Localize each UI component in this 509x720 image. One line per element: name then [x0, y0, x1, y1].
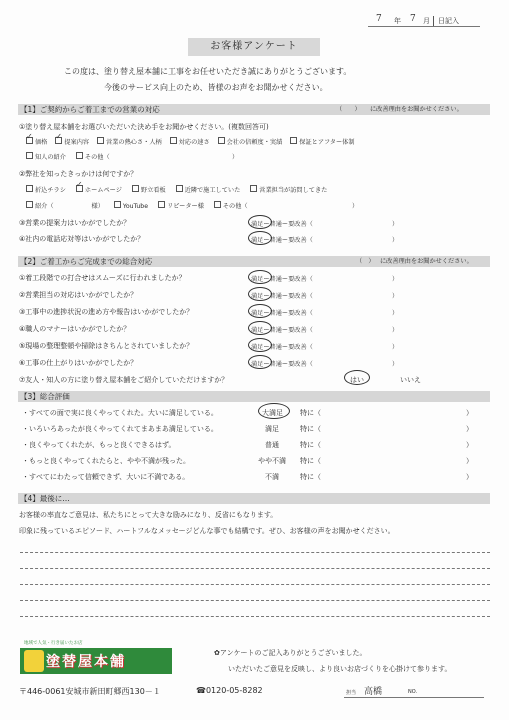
s3-row-5-text: ・すべてにわたって信頼できず、大いに不満である。	[22, 473, 190, 481]
checkbox-icon	[132, 185, 139, 192]
opt-referral[interactable]: 知人の紹介	[26, 154, 66, 161]
s3-row-1-rating[interactable]: 大満足	[262, 409, 283, 417]
answer-yes[interactable]: はい	[350, 376, 364, 384]
s3-row-5-rating[interactable]: 不満	[265, 473, 279, 481]
s2-q5-close: ）	[392, 344, 399, 351]
checkbox-icon	[26, 185, 33, 192]
s3-row-4-close: ）	[466, 457, 473, 465]
opt-other-2[interactable]: その他（	[214, 203, 248, 210]
answer-circle-mark	[248, 355, 272, 369]
date-suffix: 日記入	[433, 16, 459, 26]
checkbox-icon	[114, 201, 121, 208]
s2-q6-scale[interactable]: 満足ー普通ー要改善（	[251, 361, 313, 368]
opt-other[interactable]: その他（	[76, 154, 110, 161]
section-3-header	[18, 391, 490, 402]
opt-nearby[interactable]: 近隣で施工していた	[176, 187, 241, 194]
comment-line[interactable]	[20, 568, 490, 569]
s1-q4: ④社内の電話応対等はいかがでしたか？	[19, 235, 145, 243]
date-month-value: 7	[410, 14, 416, 24]
s4-line-1: お客様の率直なご意見は、私たちにとって大きな励みになり、反省にもなります。	[19, 511, 278, 519]
answer-circle-mark	[248, 215, 272, 229]
opt-homepage[interactable]: ✓ ホームページ	[76, 187, 122, 194]
checkbox-icon	[26, 137, 33, 144]
s2-q2-close: ）	[392, 293, 399, 300]
s2-q1-scale[interactable]: 満足ー普通ー要改善（	[251, 276, 313, 283]
section-1-paren: （ ）	[336, 106, 361, 113]
answer-circle-mark	[258, 403, 290, 419]
answer-circle-mark	[248, 321, 272, 335]
s2-q3-close: ）	[392, 310, 399, 317]
thanks-line-1: ✿アンケートのご記入ありがとうございました。	[214, 649, 367, 657]
date-year-mark: 7	[376, 14, 382, 24]
answer-no[interactable]: いいえ	[400, 376, 421, 384]
answer-circle-mark	[248, 338, 272, 352]
checkbox-icon	[290, 137, 297, 144]
no-label: NO.	[408, 689, 418, 695]
checkbox-icon	[170, 137, 177, 144]
checkbox-icon	[26, 152, 33, 159]
checkbox-icon	[176, 185, 183, 192]
section-4-header	[18, 493, 490, 504]
s3-row-4-text: ・もっと良くやってくれたらと、やや不満が残った。	[22, 457, 190, 465]
opt-proposal[interactable]: ✓ 提案内容	[55, 139, 89, 146]
opt-trust[interactable]: 会社の信頼度・実績	[218, 139, 283, 146]
intro-line-2: 今後のサービス向上のため、皆様のお声をお聞かせください。	[104, 83, 328, 92]
s2-q4: ④職人のマナーはいかがでしたか？	[19, 325, 131, 333]
section-1-reason: に改善理由をお聞かせください。	[370, 106, 463, 113]
opt-speed[interactable]: 対応の速さ	[170, 139, 210, 146]
opt-repeater[interactable]: リピーター様	[158, 203, 204, 210]
s2-q6: ⑥工事の仕上がりはいかがでしたか？	[19, 359, 138, 367]
s1-q1: ①塗り替え屋本舗をお選びいただいた決め手をお聞かせください。(複数回答可)	[19, 123, 269, 131]
section-2-paren: （ ）	[356, 258, 375, 265]
s2-q4-close: ）	[392, 327, 399, 334]
opt-introduce-close: 様）	[91, 203, 104, 210]
opt-flyer[interactable]: 折込チラシ	[26, 187, 66, 194]
s1-q1-options-row1	[26, 137, 355, 146]
comment-line[interactable]	[20, 616, 490, 617]
checkbox-icon	[158, 201, 165, 208]
s3-row-5-close: ）	[466, 473, 473, 481]
logo-tagline: 地域で人気・行き届いたお店	[24, 641, 83, 646]
answer-circle-mark	[248, 231, 272, 245]
answer-circle-mark	[248, 270, 272, 284]
checkbox-icon	[26, 201, 33, 208]
s1-q2-options-row2	[26, 201, 248, 210]
s3-row-2-tokuni: 特に（	[300, 425, 321, 433]
s2-q6-close: ）	[392, 361, 399, 368]
s3-row-3-close: ）	[466, 441, 473, 449]
s1-q4-close: ）	[392, 237, 399, 244]
checkbox-icon	[97, 137, 104, 144]
s2-q1-close: ）	[392, 276, 399, 283]
opt-warranty[interactable]: 保証とアフター体制	[290, 139, 354, 146]
s2-q5-scale[interactable]: 満足ー普通ー要改善（	[251, 344, 313, 351]
s3-row-3-text: ・良くやってくれたが、もっと良くできるはず。	[22, 441, 176, 449]
thanks-line-2: いただいたご意見を反映し、より良いお店づくりを心掛けて参ります。	[228, 665, 452, 673]
company-phone: ☎0120-05-8282	[196, 686, 263, 695]
s1-q2: ②弊社を知ったきっかけは何ですか？	[19, 170, 138, 178]
section-2-header	[18, 256, 490, 267]
opt-sales-passion[interactable]: 営業の熱心さ・人柄	[97, 139, 162, 146]
section-2-title: 【2】ご着工からご完成までの総合対応	[20, 257, 153, 266]
page-title: お客様アンケート	[188, 38, 320, 56]
comment-line[interactable]	[20, 552, 490, 553]
opt-introduce[interactable]: 紹介（	[26, 203, 54, 210]
opt-price[interactable]: ✓価格	[26, 139, 47, 146]
date-year-label: 年	[394, 17, 401, 25]
s3-row-4-rating[interactable]: やや不満	[258, 457, 286, 465]
logo-text: 塗替屋本舗	[46, 654, 126, 670]
section-1-title: 【1】ご契約からご着工までの営業の対応	[20, 105, 160, 114]
mascot-icon	[24, 650, 44, 672]
checkbox-icon	[250, 185, 257, 192]
section-3-title: 【3】総合評価	[20, 392, 70, 401]
checkbox-icon	[76, 152, 83, 159]
opt-visit[interactable]: 営業担当が訪問してきた	[250, 187, 327, 194]
s1-q3: ③営業の提案力はいかがでしたか？	[19, 219, 131, 227]
tanto-name: 高橋	[364, 687, 383, 697]
tanto-label: 担当	[346, 690, 357, 696]
company-address: 〒446-0061安城市新田町郷西130－１	[19, 687, 161, 696]
s3-row-5-tokuni: 特に（	[300, 473, 321, 481]
s2-q7: ⑦友人・知人の方に塗り替え屋本舗をご紹介していただけますか？	[19, 376, 229, 384]
comment-line[interactable]	[20, 584, 490, 585]
s3-row-2-text: ・いろいろあったが良くやってくれてまあまあ満足している。	[22, 425, 218, 433]
s2-q2-scale[interactable]: 満足ー普通ー要改善（	[251, 293, 313, 300]
s1-q2-options-row1	[26, 185, 327, 194]
s3-row-3-rating[interactable]: 普通	[265, 441, 279, 449]
s1-q1-close: ）	[232, 154, 239, 161]
s1-q4-scale[interactable]: 満足ー普通ー要改善（	[251, 237, 313, 244]
s1-q3-close: ）	[392, 221, 399, 228]
opt-signboard[interactable]: 野立看板	[132, 187, 166, 194]
answer-circle-mark	[248, 287, 272, 301]
section-4-title: 【4】最後に…	[20, 494, 70, 503]
s1-q2-close: ）	[352, 203, 359, 210]
s2-q3-scale[interactable]: 満足ー普通ー要改善（	[251, 310, 313, 317]
s2-q1: ①着工段階での打合せはスムーズに行われましたか？	[19, 274, 186, 282]
checkbox-icon	[214, 201, 221, 208]
s2-q2: ②営業担当の対応はいかがでしたか？	[19, 291, 138, 299]
answer-circle-mark	[344, 370, 370, 385]
s2-q3: ③工事中の進捗状況の進め方や報告はいかがでしたか？	[19, 308, 194, 316]
s3-row-1-tokuni: 特に（	[300, 409, 321, 417]
opt-youtube[interactable]: YouTube	[114, 203, 148, 210]
s1-q1-options-row2	[26, 152, 110, 161]
s4-line-2: 印象に残っているエピソード、ハートフルなメッセージどんな事でも結構です。ぜひ、お客様の声をお聞かせください。	[19, 527, 395, 535]
s3-row-4-tokuni: 特に（	[300, 457, 321, 465]
section-2-reason: に改善理由をお聞かせください。	[380, 258, 473, 265]
s1-q3-scale[interactable]: 満足ー普通ー要改善（	[251, 221, 313, 228]
checkbox-icon	[76, 185, 83, 192]
s3-row-3-tokuni: 特に（	[300, 441, 321, 449]
checkbox-icon	[218, 137, 225, 144]
checkbox-icon	[55, 137, 62, 144]
s2-q4-scale[interactable]: 満足ー普通ー要改善（	[251, 327, 313, 334]
s3-row-2-close: ）	[466, 425, 473, 433]
intro-line-1: この度は、塗り替え屋本舗に工事をお任せいただき誠にありがとうございます。	[64, 67, 352, 76]
s3-row-1-text: ・すべての面で実に良くやってくれた。大いに満足している。	[22, 409, 218, 417]
s3-row-1-close: ）	[466, 409, 473, 417]
answer-circle-mark	[248, 304, 272, 318]
section-1-header	[18, 104, 490, 115]
s3-row-2-rating[interactable]: 満足	[265, 425, 279, 433]
date-month-label: 月	[423, 17, 430, 25]
s2-q5: ⑤現場の整理整頓や掃除はきちんとされていましたか？	[19, 342, 194, 350]
comment-line[interactable]	[20, 600, 490, 601]
